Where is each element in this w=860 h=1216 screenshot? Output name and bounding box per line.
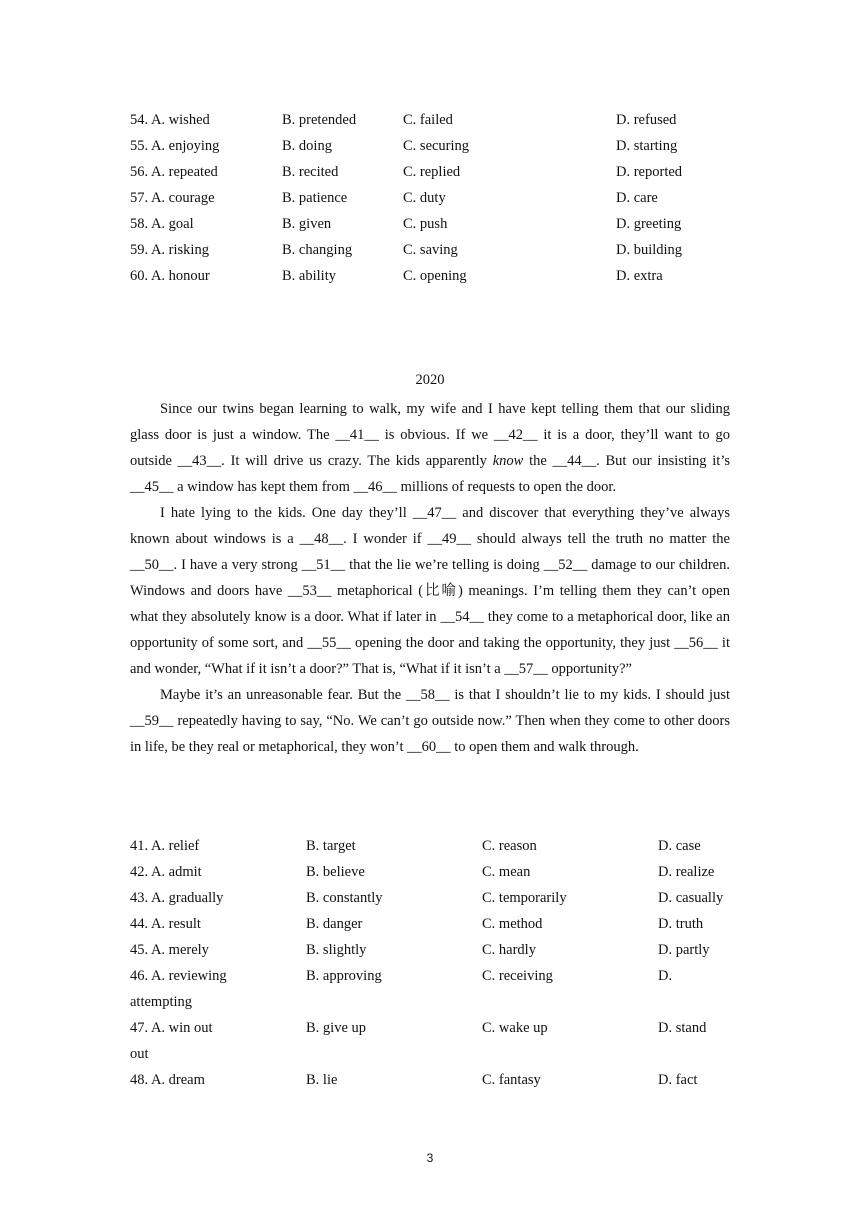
option-a: 57. A. courage <box>130 190 215 206</box>
option-b: B. believe <box>306 864 365 880</box>
option-b: B. danger <box>306 916 363 932</box>
option-row-41 <box>0 836 860 856</box>
option-c: C. securing <box>403 138 470 154</box>
option-d: D. greeting <box>616 216 682 232</box>
passage-text: the __44__. But our insisting it’s __45__ a window has kept them from __46__ millions of requests to open the door. <box>130 453 731 495</box>
option-a: 41. A. relief <box>130 838 200 854</box>
option-c: C. opening <box>403 268 467 284</box>
year-heading: 2020 <box>415 372 445 388</box>
option-b: B. target <box>306 838 356 854</box>
option-d-wrap: attempting <box>130 994 193 1010</box>
passage-paragraph-3: Maybe it’s an unreasonable fear. But the __58__ is that I shouldn’t lie to my kids. I should just __59__ repeatedly having to say, “No. We can’t go outside now.” Then when they come to other doors in life, be they real or metaphorical, they won’t __60__ to open them and walk through. <box>130 687 730 755</box>
option-a: 55. A. enjoying <box>130 138 220 154</box>
option-b: B. doing <box>282 138 332 154</box>
option-row-54 <box>0 110 860 130</box>
passage-paragraph-1 <box>130 396 730 500</box>
option-d: D. extra <box>616 268 663 284</box>
option-b: B. recited <box>282 164 339 180</box>
option-b: B. given <box>282 216 332 232</box>
option-row-47 <box>0 1018 860 1038</box>
option-a: 44. A. result <box>130 916 201 932</box>
option-a: 47. A. win out <box>130 1020 213 1036</box>
option-a: 48. A. dream <box>130 1072 205 1088</box>
option-a: 43. A. gradually <box>130 890 224 906</box>
option-row-45 <box>0 940 860 960</box>
option-d-wrap: out <box>130 1046 149 1062</box>
option-d: D. stand <box>658 1020 707 1036</box>
option-c: C. reason <box>482 838 537 854</box>
option-c: C. duty <box>403 190 446 206</box>
option-c: C. method <box>482 916 543 932</box>
option-c: C. hardly <box>482 942 536 958</box>
option-c: C. push <box>403 216 448 232</box>
option-row-42 <box>0 862 860 882</box>
option-d: D. refused <box>616 112 677 128</box>
option-b: B. changing <box>282 242 353 258</box>
passage-paragraph-2: I hate lying to the kids. One day they’ll __47__ and discover that everything they’ve always known about windows is a __48__. I wonder if __49__ should always tell the truth no matter the __50__. I have a very strong __51__ that the lie we’re telling is doing __52__ damage to our children. Windows and doors have __53__ metaphorical (比喻) meanings. I’m telling them they can’t open what they absolutely know is a door. What if later in __54__ they come to a metaphorical door, like an opportunity of some sort, and __55__ opening the door and taking the opportunity, they just __56__ it and wonder, “What if it isn’t a door?” That is, “What if it isn’t a __57__ opportunity?” <box>130 505 730 677</box>
option-row-43 <box>0 888 860 908</box>
option-a: 46. A. reviewing <box>130 968 227 984</box>
option-c: C. saving <box>403 242 458 258</box>
page-number: 3 <box>426 1151 434 1165</box>
passage-italic-word: know <box>492 453 524 469</box>
option-row-55 <box>0 136 860 156</box>
option-d: D. truth <box>658 916 704 932</box>
option-a: 42. A. admit <box>130 864 202 880</box>
option-d: D. realize <box>658 864 715 880</box>
option-c: C. receiving <box>482 968 553 984</box>
option-c: C. temporarily <box>482 890 567 906</box>
option-d: D. care <box>616 190 658 206</box>
option-a: 58. A. goal <box>130 216 194 232</box>
option-b: B. patience <box>282 190 348 206</box>
option-a: 45. A. merely <box>130 942 209 958</box>
option-b: B. lie <box>306 1072 338 1088</box>
option-row-56 <box>0 162 860 182</box>
option-c: C. wake up <box>482 1020 548 1036</box>
option-c: C. failed <box>403 112 453 128</box>
option-c: C. mean <box>482 864 531 880</box>
option-a: 56. A. repeated <box>130 164 218 180</box>
option-row-46-wrap <box>0 992 860 1012</box>
option-b: B. give up <box>306 1020 367 1036</box>
option-row-58 <box>0 214 860 234</box>
option-b: B. pretended <box>282 112 357 128</box>
option-b: B. constantly <box>306 890 383 906</box>
option-row-59 <box>0 240 860 260</box>
option-a: 59. A. risking <box>130 242 209 258</box>
option-d: D. <box>658 968 673 984</box>
option-row-48 <box>0 1070 860 1090</box>
option-d: D. reported <box>616 164 683 180</box>
option-d: D. starting <box>616 138 678 154</box>
option-d: D. casually <box>658 890 724 906</box>
option-row-46 <box>0 966 860 986</box>
option-row-44 <box>0 914 860 934</box>
passage-text: Since our twins began learning to walk, my wife and I have kept telling them that our sliding glass door is just a window. The __41__ is obvious. If we __42__ it is a door, they’ll want to go outside __43__. It will drive us crazy. The kids apparently <box>130 401 730 469</box>
option-row-60 <box>0 266 860 286</box>
option-d: D. fact <box>658 1072 698 1088</box>
option-c: C. replied <box>403 164 461 180</box>
option-d: D. building <box>616 242 683 258</box>
option-a: 60. A. honour <box>130 268 210 284</box>
option-c: C. fantasy <box>482 1072 541 1088</box>
option-d: D. partly <box>658 942 710 958</box>
option-b: B. ability <box>282 268 336 284</box>
option-b: B. approving <box>306 968 382 984</box>
option-row-57 <box>0 188 860 208</box>
option-row-47-wrap <box>0 1044 860 1064</box>
cloze-passage <box>130 396 730 760</box>
option-b: B. slightly <box>306 942 367 958</box>
option-d: D. case <box>658 838 701 854</box>
option-a: 54. A. wished <box>130 112 210 128</box>
